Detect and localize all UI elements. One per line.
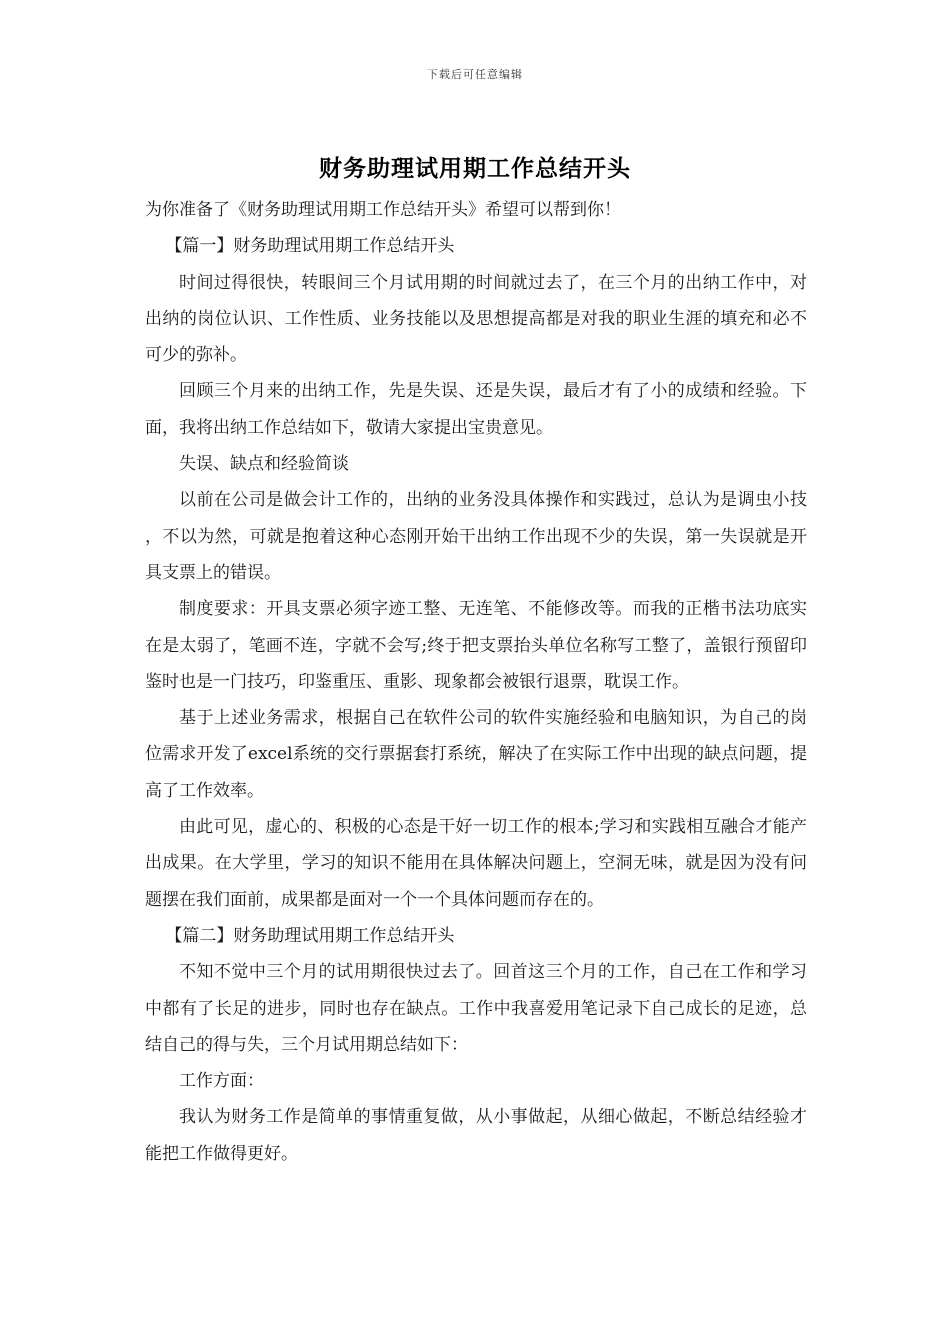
paragraph: 以前在公司是做会计工作的，出纳的业务没具体操作和实践过，总认为是调虫小技 ，不以为然，可就是抱着这种心态刚开始干出纳工作出现不少的失误，第一失误就是开具支票上的错误。 [145,490,807,583]
paragraph: 不知不觉中三个月的试用期很快过去了。回首这三个月的工作，自己在工作和学习中都有了长足的进步，同时也存在缺点。工作中我喜爱用笔记录下自己成长的足迹，总结自己的得与失，三个月试用期总结如下： [145,962,807,1055]
section-heading-1: 【篇一】财务助理试用期工作总结开头 [165,236,455,257]
paragraph: 基于上述业务需求，根据自己在软件公司的软件实施经验和电脑知识，为自己的岗位需求开发了excel系统的交行票据套打系统，解决了在实际工作中出现的缺点问题，提高了工作效率。 [145,708,807,801]
paragraph: 我认为财务工作是简单的事情重复做，从小事做起，从细心做起，不断总结经验才能把工作做得更好。 [145,1107,807,1164]
subheading: 工作方面： [179,1071,264,1092]
paragraph: 制度要求：开具支票必须字迹工整、无连笔、不能修改等。而我的正楷书法功底实在是太弱了，笔画不连，字就不会写;终于把支票抬头单位名称写工整了，盖银行预留印鉴时也是一门技巧，印鉴重压、重影、现象都会被银行退票，耽误工作。 [145,599,807,692]
intro-paragraph: 为你准备了《财务助理试用期工作总结开头》希望可以帮到你！ [145,200,621,220]
subheading: 失误、缺点和经验简谈 [179,454,349,475]
document-body [145,192,807,1172]
paragraph: 由此可见，虚心的、积极的心态是干好一切工作的根本;学习和实践相互融合才能产出成果。在大学里，学习的知识不能用在具体解决问题上，空洞无味，就是因为没有问题摆在我们面前，成果都是面对一个一个具体问题而存在的。 [145,817,807,910]
paragraph: 时间过得很快，转眼间三个月试用期的时间就过去了，在三个月的出纳工作中，对出纳的岗位认识、工作性质、业务技能以及思想提高都是对我的职业生涯的填充和必不可少的弥补。 [145,272,807,366]
header-note: 下载后可任意编辑 [427,68,523,81]
paragraph: 回顾三个月来的出纳工作，先是失误、还是失误，最后才有了小的成绩和经验。下面，我将出纳工作总结如下，敬请大家提出宝贵意见。 [145,381,807,438]
section-heading-2: 【篇二】财务助理试用期工作总结开头 [165,925,455,946]
document-title: 财务助理试用期工作总结开头 [319,156,631,182]
